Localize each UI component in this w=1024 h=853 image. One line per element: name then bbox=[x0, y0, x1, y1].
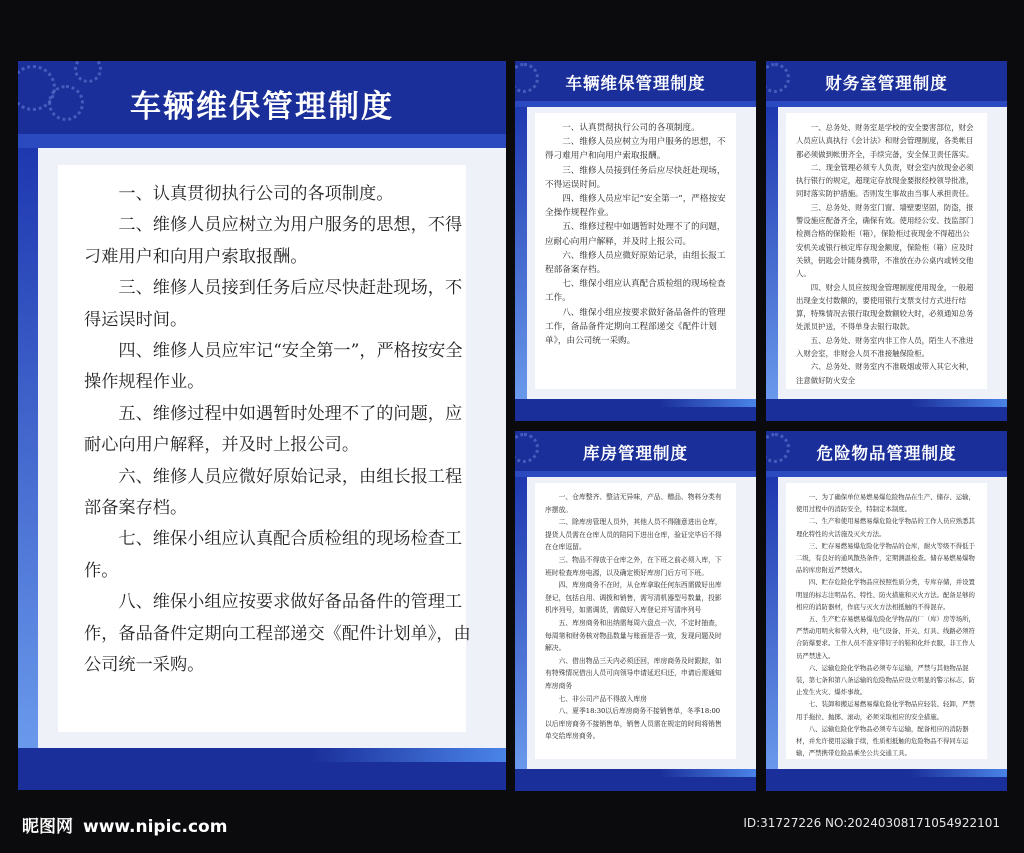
hazard-poster bbox=[766, 431, 1007, 791]
rule-paragraph: 四、库房商务不在时，从仓库拿取任何东西需做好出库登记，包括自用、调拨和销售，需写清机器型号数量，投影机序列号，如需调货，需做好入库登记并写清序列号 bbox=[545, 581, 722, 615]
vehicle-poster bbox=[515, 61, 756, 421]
rule-paragraph: 二、维修人员应树立为用户服务的思想，不得刁难用户和向用户索取报酬。 bbox=[84, 215, 463, 267]
vehicle-poster-sidebar bbox=[515, 107, 527, 421]
finance-poster-title: 财务室管理制度 bbox=[825, 74, 948, 93]
warehouse-poster bbox=[515, 431, 756, 791]
rule-paragraph: 一、总务处、财务室是学校的安全要害部位，财会人员应认真执行《会计法》和财会管理制度，各类帐目都必须做到帐册齐全，手续完备，安全保卫责任落实。 bbox=[796, 123, 974, 159]
warehouse-poster-body bbox=[545, 491, 726, 743]
main-poster bbox=[18, 61, 506, 790]
vehicle-poster-title: 车辆维保管理制度 bbox=[565, 74, 706, 93]
rule-paragraph: 七、维保小组应认真配合质检组的现场检查工作。 bbox=[84, 529, 463, 581]
finance-poster-header bbox=[766, 61, 1007, 101]
rule-paragraph: 六、总务处、财务室内不准吸烟或带入其它火种，注意做好防火安全 bbox=[796, 362, 974, 385]
rule-paragraph: 一、认真贯彻执行公司的各项制度。 bbox=[562, 123, 700, 133]
hazard-poster-header bbox=[766, 431, 1007, 471]
vehicle-poster-footer bbox=[515, 407, 756, 421]
site-url: www.nipic.com bbox=[83, 817, 228, 837]
finance-poster-footer-bar bbox=[766, 399, 1007, 407]
main-poster-title: 车辆维保管理制度 bbox=[130, 89, 394, 125]
warehouse-poster-band bbox=[515, 471, 756, 477]
rule-paragraph: 八、维保小组应按要求做好备品备件的管理工作，备品备件定期向工程部递交《配件计划单》，由公司统一采购。 bbox=[545, 307, 726, 347]
rule-paragraph: 六、维修人员应微好原始记录，由组长报工程部备案存档。 bbox=[545, 250, 726, 276]
hazard-poster-body bbox=[796, 491, 977, 759]
site-logo-text: 昵图网 bbox=[22, 817, 73, 837]
rule-paragraph: 五、维修过程中如遇暂时处理不了的问题，应耐心向用户解释，并及时上报公司。 bbox=[545, 222, 726, 247]
warehouse-poster-header bbox=[515, 431, 756, 471]
finance-poster-body bbox=[796, 121, 977, 387]
rule-paragraph: 一、为了确保单位易燃易爆危险物品在生产、储存、运输，使用过程中的消防安全，特制定本制度。 bbox=[796, 493, 975, 514]
hazard-poster-sidebar bbox=[766, 477, 778, 791]
rule-paragraph: 六、运输危险化学物品必须专车运输，严禁与其他物品混装，第七条和第八条运输的危险物品应设立明显的警示标志，防止发生火灾、爆炸事故。 bbox=[796, 663, 975, 697]
warehouse-poster-sidebar bbox=[515, 477, 527, 791]
finance-poster-sidebar bbox=[766, 107, 778, 421]
rule-paragraph: 三、维修人员接到任务后应尽快赶赴现场，不得运误时间。 bbox=[545, 165, 726, 190]
rule-paragraph: 七、非公司产品不得放入库房 bbox=[558, 694, 647, 703]
main-poster-band bbox=[18, 134, 506, 148]
rule-paragraph: 一、仓库整齐、整洁无异味，产品、赠品、物料分类有序摆放。 bbox=[545, 493, 722, 514]
rule-paragraph: 八、运输危险化学物品必须专车运输，配备相应的消防器材，并允许使用运输手续，性质相抵触的危险物品不得同车运输，严禁携带危险品乘坐公共交通工具。 bbox=[796, 724, 969, 758]
rule-paragraph: 四、贮存危险化学物品应按照性质分类，专库存储，并设置明显的标志注明品名、特性、防火措施和灭火方法。配备足够的相应的消防器材，作底与灭火方法相抵触的不得混存。 bbox=[796, 578, 975, 611]
finance-poster-band bbox=[766, 101, 1007, 107]
main-poster-footer bbox=[18, 762, 506, 790]
main-poster-header bbox=[18, 61, 506, 134]
gear-icon bbox=[18, 762, 52, 790]
vehicle-poster-band bbox=[515, 101, 756, 107]
rule-paragraph: 三、贮存易燃易爆危险化学物品的仓库，耐火等级不得低于二级，有良好的通风散热条件，定期测温检查。储存易燃易爆物品的库房附近严禁烟火。 bbox=[796, 541, 975, 575]
warehouse-poster-title: 库房管理制度 bbox=[583, 444, 688, 463]
rule-paragraph: 二、现金管理必须专人负责，财会室内放现金必须执行银行的规定，超现定存放现金要报经校领导批准，同时落实防护措施。否则发生事故由当事人承担责任。 bbox=[796, 162, 974, 199]
vehicle-poster-header bbox=[515, 61, 756, 101]
warehouse-poster-footer-bar bbox=[515, 769, 756, 777]
main-poster-footer-bar bbox=[18, 748, 506, 762]
hazard-poster-footer-bar bbox=[766, 769, 1007, 777]
rule-paragraph: 四、维修人员应牢记“安全第一”，严格按安全操作规程作业。 bbox=[545, 194, 726, 219]
rule-paragraph: 六、借出物品三天内必须还回，库房商务及时跟踪，如有特殊情况借出人员可向领导申请延迟归还，申请后需通知库房商务 bbox=[545, 656, 722, 690]
vehicle-poster-footer-bar bbox=[515, 399, 756, 407]
rule-paragraph: 二、维修人员应树立为用户服务的思想，不得刁难用户和向用户索取报酬。 bbox=[545, 137, 726, 162]
main-poster-body bbox=[84, 179, 479, 682]
rule-paragraph: 四、财会人员应按现金管理制度使用现金，一般超出现金支付数额的，要使用银行支票支付方式进行结算，特殊情况去银行取现金数额较大时，必须通知总务处派员护送，不得单身去银行取款。 bbox=[796, 282, 974, 332]
rule-paragraph: 七、装卸和搬运易燃易爆危险化学物品应轻装、轻卸，严禁用手拖拉、抛掷、滚动，必须采取相应的安全措施。 bbox=[796, 700, 975, 721]
site-logo bbox=[22, 812, 227, 837]
rule-paragraph: 三、维修人员接到任务后应尽快赶赴现场，不得运误时间。 bbox=[84, 278, 463, 330]
rule-paragraph: 八、夏季18:30以后库房商务不接销售单，冬季18:00以后库房商务不接销售单，销售人员需在规定的时间将销售单交给库房商务。 bbox=[545, 707, 722, 741]
finance-poster bbox=[766, 61, 1007, 421]
rule-paragraph: 三、总务处、财务室门窗、墙壁要坚固，防盗，报警设施应配备齐全，确保有效。使用经公安、技监部门检测合格的保险柜（箱），保险柜过夜现金不得超出公安机关或银行核定库存现金额度，保险柜（箱）应及时关锁，钥匙会计随身携带，不准放在办公桌内或转交他人。 bbox=[796, 202, 974, 279]
hazard-poster-title: 危险物品管理制度 bbox=[816, 444, 957, 463]
gear-icon bbox=[74, 61, 102, 83]
hazard-poster-footer bbox=[766, 777, 1007, 791]
rule-paragraph: 八、维保小组应按要求做好备品备件的管理工作，备品备件定期向工程部递交《配件计划单》，由公司统一采购。 bbox=[84, 592, 471, 676]
main-poster-sidebar bbox=[18, 148, 38, 790]
image-id-text: ID:31727226 NO:20240308171054922101 bbox=[743, 816, 1000, 830]
rule-paragraph: 五、生产贮存易燃易爆危险化学物品的厂（库）房等场所，严禁动用明火和带入火种，电气设备、开关、灯具、线路必须符合防爆要求。工作人员不准穿带钉子的鞋和化纤衣服，非工作人员严禁进入。 bbox=[796, 615, 975, 660]
rule-paragraph: 五、维修过程中如遇暂时处理不了的问题，应耐心向用户解释，并及时上报公司。 bbox=[84, 403, 463, 456]
rule-paragraph: 七、维保小组应认真配合质检组的现场检查工作。 bbox=[545, 279, 726, 304]
rule-paragraph: 二、除库房管理人员外，其他人员不得随意进出仓库，提货人员需在仓库人员的陪同下进出仓库，验证完毕后不得在仓库逗留。 bbox=[545, 518, 722, 552]
rule-paragraph: 五、库房商务和出纳需每周六盘点一次，不定时抽查，每周第和财务核对物品数量与账面是否一致，发现问题及时解决。 bbox=[545, 618, 722, 653]
finance-poster-footer bbox=[766, 407, 1007, 421]
hazard-poster-band bbox=[766, 471, 1007, 477]
warehouse-poster-footer bbox=[515, 777, 756, 791]
rule-paragraph: 四、维修人员应牢记“安全第一”，严格按安全操作规程作业。 bbox=[84, 341, 463, 393]
rule-paragraph: 六、维修人员应微好原始记录，由组长报工程部备案存档。 bbox=[84, 466, 463, 519]
vehicle-poster-body bbox=[545, 121, 726, 348]
rule-paragraph: 五、总务处、财务室内非工作人员，陌生人不准进入财会室，非财会人员不准接触保险柜。 bbox=[796, 335, 974, 359]
rule-paragraph: 一、认真贯彻执行公司的各项制度。 bbox=[118, 184, 394, 204]
rule-paragraph: 三、物品不得放于仓库之外，在下班之前必须入库，下班时检查库房电源，以及确定锁好库房门后方可下班。 bbox=[545, 555, 722, 577]
rule-paragraph: 二、生产和使用易燃易爆危险化学物品的工作人员应熟悉其理化特性的火活施及灭火方法。 bbox=[796, 517, 975, 538]
